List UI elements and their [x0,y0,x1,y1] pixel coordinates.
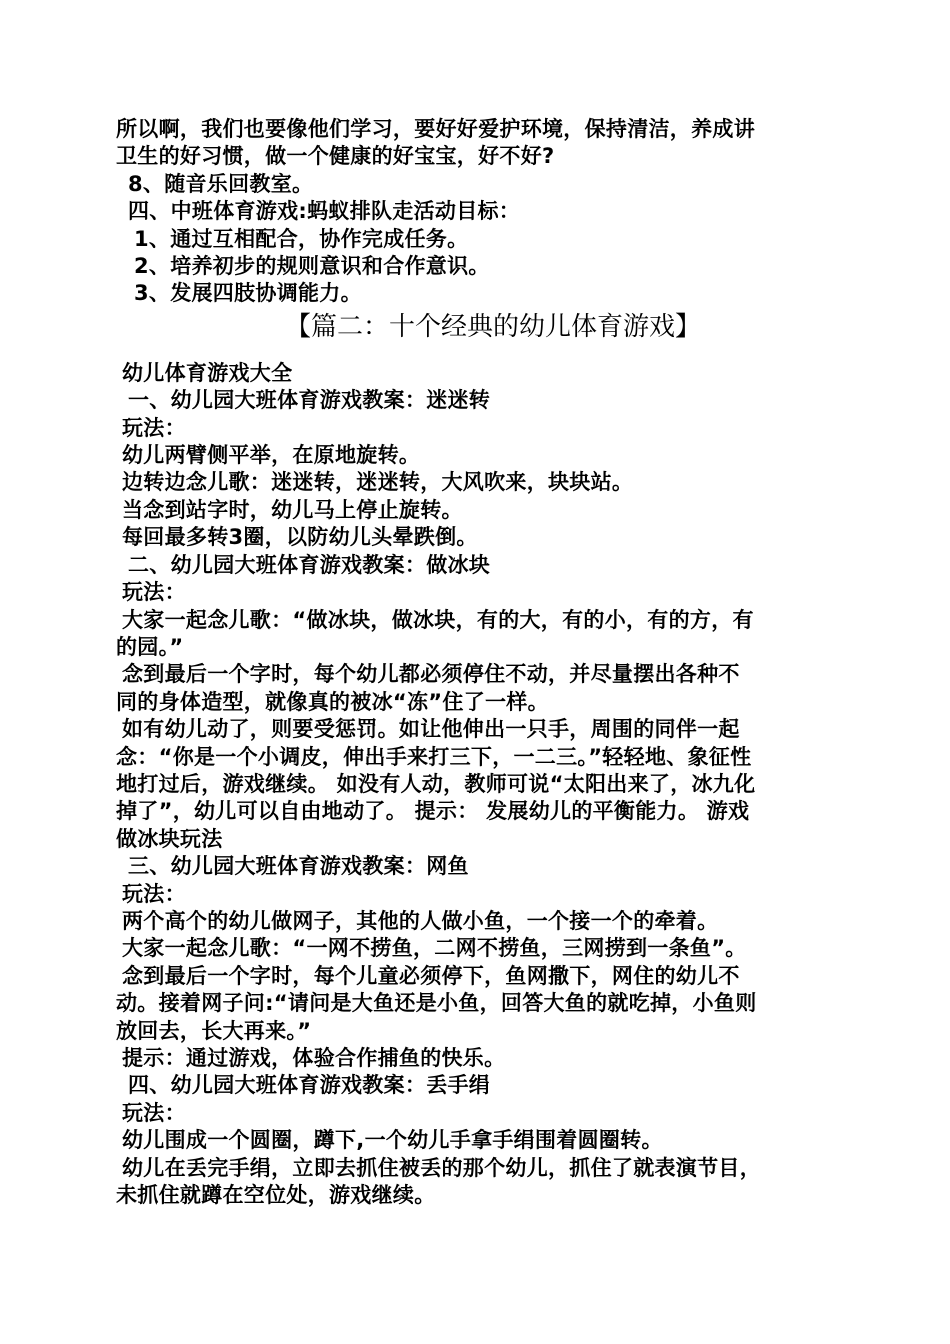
text-line: 当念到站字时，幼儿马上停止旋转。 [122,497,463,522]
text-line: 幼儿在丢完手绢，立即去抓住被丢的那个幼儿，抓住了就表演节目， [122,1155,761,1180]
text-line: 两个高个的幼儿做网子，其他的人做小鱼，一个接一个的牵着。 [122,908,719,933]
text-line: 1、通过互相配合，协作完成任务。 [134,226,469,251]
text-line: 念到最后一个字时，每个儿童必须停下，鱼网撒下，网住的幼儿不 [122,963,740,988]
text-line: 四、中班体育游戏:蚂蚁排队走活动目标： [128,199,521,224]
text-line: 提示：通过游戏，体验合作捕鱼的快乐。 [122,1046,506,1070]
text-line: 3、发展四肢协调能力。 [134,281,362,306]
text-line: 玩法： [122,580,186,605]
section-title: 【篇二：十个经典的幼儿体育游戏】 [284,311,701,342]
text-line: 地打过后，游戏继续。 如没有人动，教师可说“太阳出来了，冰九化 [116,771,756,796]
text-line: 未抓住就蹲在空位处，游戏继续。 [116,1183,436,1208]
text-line: 卫生的好习惯，做一个健康的好宝宝，好不好? [116,144,555,169]
text-line: 放回去，长大再来。” [116,1018,312,1043]
text-line: 动。接着网子问:“请问是大鱼还是小鱼，回答大鱼的就吃掉，小鱼则 [116,991,757,1016]
text-line: 二、幼儿园大班体育游戏教案：做冰块 [128,552,491,577]
text-line: 掉了”，幼儿可以自由地动了。 提示： 发展幼儿的平衡能力。 游戏 [116,799,750,824]
text-line: 三、幼儿园大班体育游戏教案：网鱼 [128,854,469,879]
text-line: 幼儿围成一个圆圈，蹲下,一个幼儿手拿手绢围着圆圈转。 [122,1128,663,1153]
text-line: 四、幼儿园大班体育游戏教案：丢手绢 [128,1073,491,1098]
text-line: 的园。” [116,634,184,659]
text-line: 一、幼儿园大班体育游戏教案：迷迷转 [128,388,491,413]
text-line: 如有幼儿动了，则要受惩罚。如让他伸出一只手，周围的同伴一起 [122,717,740,742]
text-line: 做冰块玩法 [116,826,223,851]
text-line: 念：“你是一个小调皮，伸出手来打三下，一二三。”轻轻地、象征性 [116,744,752,769]
text-line: 幼儿两臂侧平举，在原地旋转。 [122,443,421,468]
document-body [116,116,834,1209]
text-line: 8、随音乐回教室。 [128,171,314,196]
text-line: 玩法： [122,1100,186,1125]
text-line: 玩法： [122,415,186,440]
text-line: 念到最后一个字时，每个幼儿都必须停住不动，并尽量摆出各种不 [122,662,740,687]
text-line: 大家一起念儿歌：“做冰块，做冰块，有的大，有的小，有的方，有 [122,607,754,632]
text-line: 2、培养初步的规则意识和合作意识。 [134,254,490,279]
text-line: 幼儿体育游戏大全 [122,360,293,385]
text-line: 每回最多转3圈，以防幼儿头晕跌倒。 [122,525,478,550]
text-line: 所以啊，我们也要像他们学习，要好好爱护环境，保持清洁，养成讲 [116,117,755,141]
text-line: 边转边念儿歌：迷迷转，迷迷转，大风吹来，块块站。 [122,470,634,495]
text-line: 大家一起念儿歌：“一网不捞鱼，二网不捞鱼，三网捞到一条鱼”。 [122,936,747,961]
text-line: 同的身体造型，就像真的被冰“冻”住了一样。 [116,689,549,714]
text-line: 玩法： [122,881,186,906]
